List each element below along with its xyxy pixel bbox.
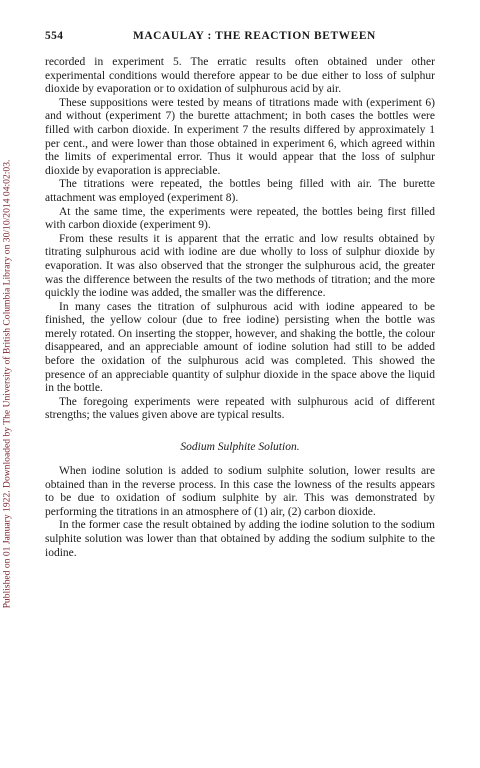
paragraph: The titrations were repeated, the bottles being filled with air. The burette attachment was employed (experiment 8). [45,178,435,204]
paragraph: At the same time, the experiments were repeated, the bottles being first filled with carbon dioxide (experiment 9). [45,205,435,232]
publication-stamp-text: Published on 01 January 1922. Downloaded by The University of British Columbia Library on 30/10/2014 04:02:03. [1,159,13,609]
page-number: 554 [45,30,64,42]
paragraph: In many cases the titration of sulphurous acid with iodine appeared to be finished, the yellow colour (due to free iodine) persisting when the bottle was merely rotated. On inserting the stopper, however, and shaking the bottle, the colour disappeared, and an appreciable amount of iodine solution had still to be added before the oxidation of the sulphurous acid was completed. This showed the presence of an appreciable quantity of sulphur dioxide in the space above the liquid in the bottle. [45,300,435,395]
section-heading: Sodium Sulphite Solution. [180,441,300,454]
paragraph: When iodine solution is added to sodium sulphite solution, lower results are obtained than in the reverse process. In this case the lowness of the results appears to be due to oxidation of sodium sulphite by air. This was demonstrated by performing the titrations in an atmosphere of (1) air, (2) carbon dioxide. [45,465,435,518]
publication-stamp [0,0,14,768]
paragraph: The foregoing experiments were repeated with sulphurous acid of different strengths; the values given above are typical results. [45,395,435,422]
paragraph: In the former case the result obtained by adding the iodine solution to the sodium sulphite solution was lower than that obtained by adding the sodium sulphite to the iodine. [45,519,435,559]
running-title: MACAULAY : THE REACTION BETWEEN [133,30,376,42]
paragraph: From these results it is apparent that the erratic and low results obtained by titrating sulphurous acid with iodine are due wholly to loss of sulphur dioxide by evaporation. It was also observed that the stronger the sulphurous acid, the greater was the difference between the results of the two methods of titration; and the more quickly the iodine was added, the smaller was the difference. [45,232,435,300]
running-head [45,30,435,42]
paragraph: recorded in experiment 5. The erratic results often obtained under other experimental conditions would therefore appear to be due either to loss of sulphur dioxide by evaporation or to oxidation of sulphurous acid by air. [45,56,435,96]
page-body [45,30,435,560]
paragraph: These suppositions were tested by means of titrations made with (experiment 6) and without (experiment 7) the burette attachment; in both cases the bottles were filled with carbon dioxide. In experiment 7 the results differed by approximately 1 per cent., and were lower than those obtained in experiment 6, which agreed within the limits of experimental error. Thus it would appear that the loss of sulphur dioxide by evaporation is appreciable. [45,96,435,177]
